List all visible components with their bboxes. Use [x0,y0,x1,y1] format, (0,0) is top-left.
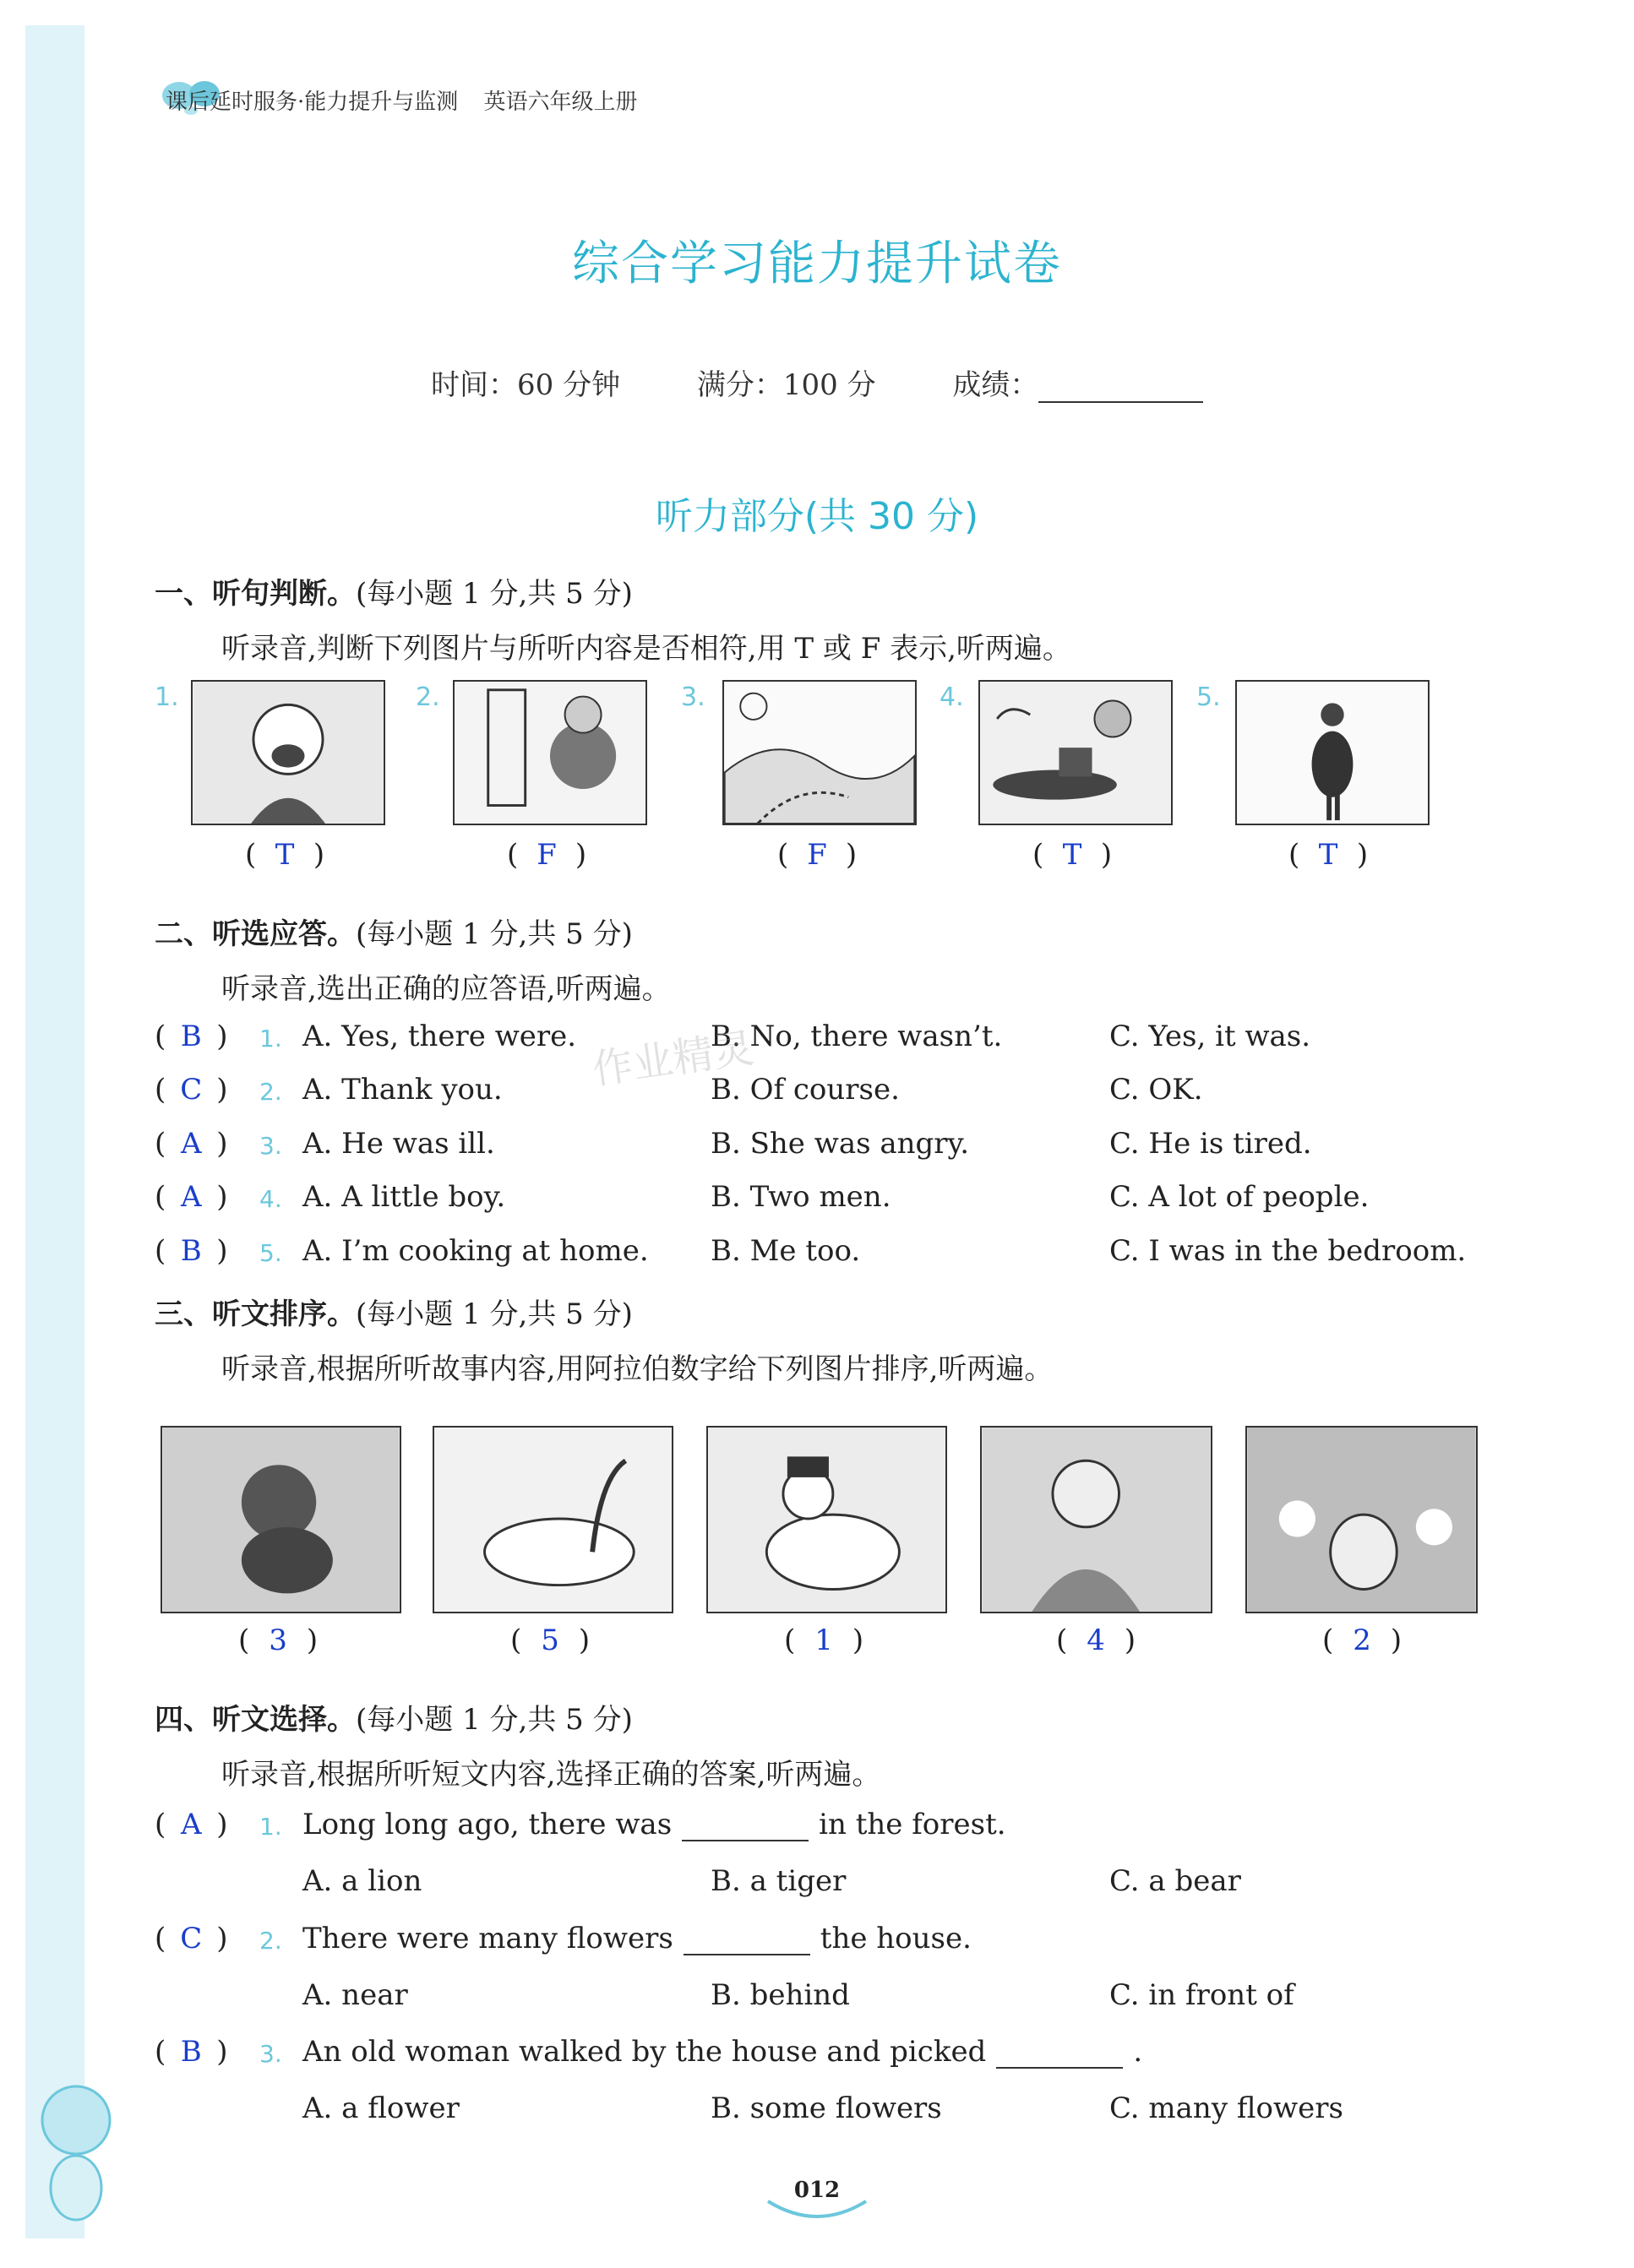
q1-num-1: 1. [155,683,179,712]
q4-item: ( C ) 2. There were many flowers the house. [155,1922,972,1955]
q1-instruction: 听录音,判断下列图片与所听内容是否相符,用 T 或 F 表示,听两遍。 [221,632,1071,666]
q3-heading: 三、听文排序。(每小题 1 分,共 5 分) [155,1297,633,1331]
q1-num-3: 3. [681,683,705,712]
q1-num-2: 2. [416,683,440,712]
page-number-arc-icon [765,2195,869,2228]
hatching-ducklings-icon [1247,1428,1476,1612]
sad-duckling-icon [162,1428,400,1612]
watermark: 作业精灵 [589,1024,757,1095]
header-series: 课后延时服务·能力提升与监测 [166,90,459,115]
q1-num-5: 5. [1196,683,1221,712]
exam-info [431,362,1271,403]
q2-item: ( A ) 3. A. He was ill. B. She was angry. C. He is tired. [155,1127,1312,1161]
horse-rider-icon [1237,682,1428,824]
q2-instruction: 听录音,选出正确的应答语,听两遍。 [221,972,671,1006]
q3-answer-5: ( 2 ) [1322,1623,1403,1657]
girl-holding-duckling-icon [982,1428,1211,1612]
q4-heading: 四、听文选择。(每小题 1 分,共 5 分) [155,1703,633,1737]
q4-options: A. near B. behind C. in front of [302,1978,1294,2012]
score-blank [1038,373,1203,403]
mascot-icon [25,2074,127,2234]
q3-picture-2 [433,1426,673,1613]
q2-item: ( B ) 1. A. Yes, there were. B. No, there wasn’t. C. Yes, it was. [155,1020,1311,1053]
side-decoration-strip [25,25,84,2238]
q3-answer-4: ( 4 ) [1056,1623,1136,1657]
q1-heading: 一、听句判断。(每小题 1 分,共 5 分) [155,577,633,611]
laughing-boy-icon [193,682,384,824]
q3-answer-1: ( 3 ) [238,1623,319,1657]
q3-answer-3: ( 1 ) [784,1623,864,1657]
q2-heading: 二、听选应答。(每小题 1 分,共 5 分) [155,917,633,951]
q3-answer-2: ( 5 ) [510,1623,591,1657]
q1-picture-1 [191,680,385,825]
q3-picture-3 [706,1426,947,1613]
exam-title: 综合学习能力提升试卷 [572,237,1062,291]
q4-item: ( B ) 3. An old woman walked by the house and picked . [155,2035,1143,2069]
mother-duck-icon [708,1428,945,1612]
exam-time: 时间：60 分钟 [431,368,621,402]
q1-answer-5: ( T ) [1288,838,1369,872]
q1-answer-3: ( F ) [777,838,858,872]
mirror-icon [455,682,645,824]
page-number: 012 [793,2178,841,2203]
q4-instruction: 听录音,根据所听短文内容,选择正确的答案,听两遍。 [221,1758,881,1792]
q1-answer-2: ( F ) [507,838,587,872]
exam-full-score: 满分：100 分 [696,368,876,402]
q1-answer-1: ( T ) [245,838,325,872]
swan-icon [434,1428,672,1612]
q4-options: A. a flower B. some flowers C. many flowers [302,2091,1343,2125]
q2-item: ( B ) 5. A. I’m cooking at home. B. Me too. C. I was in the bedroom. [155,1234,1467,1268]
q4-item: ( A ) 1. Long long ago, there was in the forest. [155,1808,1006,1841]
q1-picture-2 [453,680,647,825]
q3-picture-4 [980,1426,1212,1613]
running-header [166,84,656,116]
q1-picture-5 [1235,680,1430,825]
q3-picture-5 [1245,1426,1478,1613]
listening-section-title: 听力部分(共 30 分) [655,495,979,538]
q4-options: A. a lion B. a tiger C. a bear [302,1864,1241,1898]
q1-num-4: 4. [940,683,964,712]
q1-picture-3 [722,680,917,825]
header-subject: 英语六年级上册 [483,90,638,115]
q2-item: ( A ) 4. A. A little boy. B. Two men. C. A lot of people. [155,1180,1370,1214]
village-landscape-icon [724,682,915,824]
q2-item: ( C ) 2. A. Thank you. B. Of course. C. OK. [155,1073,1203,1107]
q3-picture-1 [161,1426,401,1613]
q1-picture-4 [978,680,1173,825]
score-label: 成绩： [952,368,1039,402]
q3-instruction: 听录音,根据所听故事内容,用阿拉伯数字给下列图片排序,听两遍。 [221,1352,1054,1386]
q1-answer-4: ( T ) [1032,838,1113,872]
gift-box-table-icon [980,682,1171,824]
